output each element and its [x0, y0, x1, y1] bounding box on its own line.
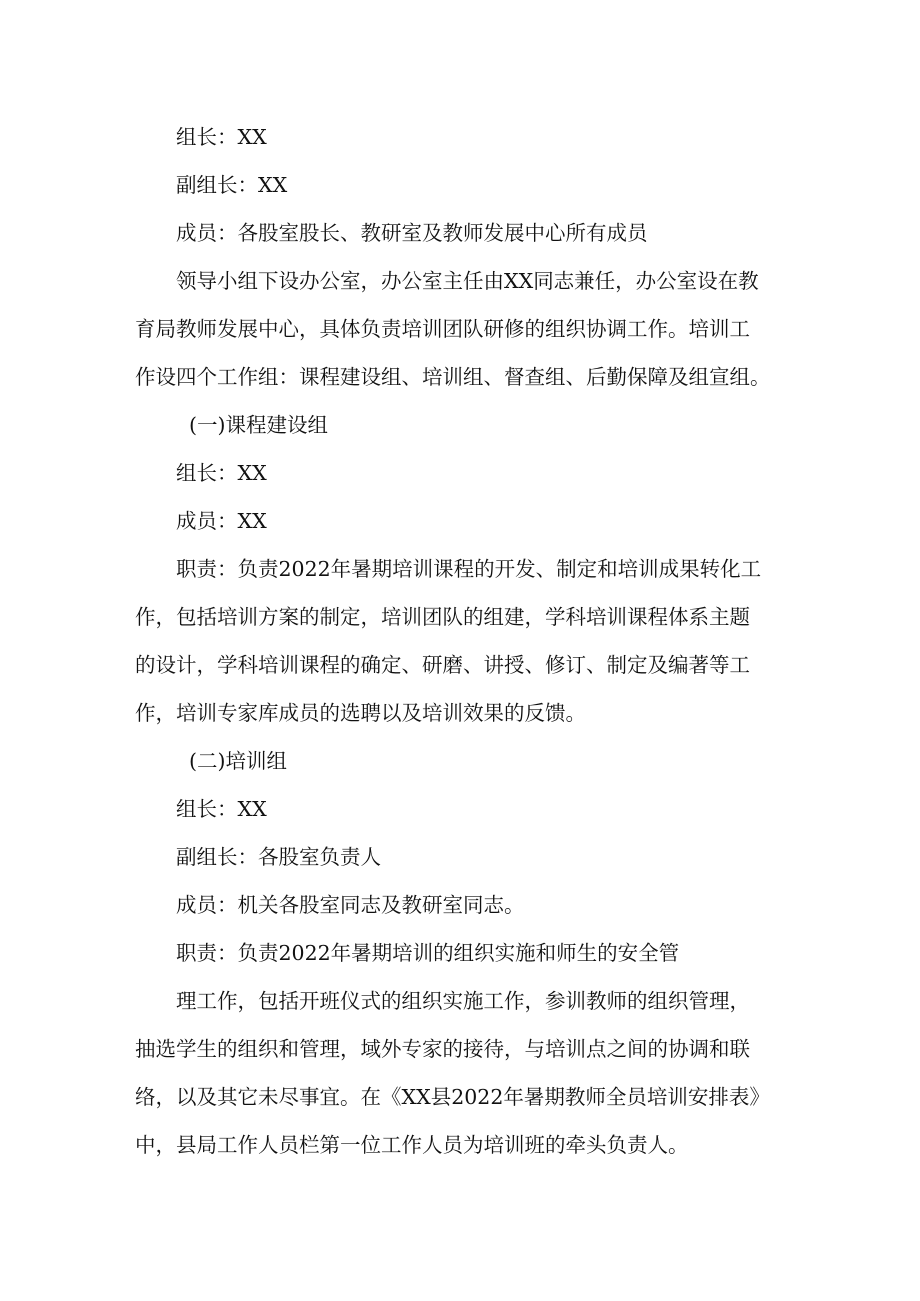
text-line: 作，包括培训方案的制定，培训团队的组建，学科培训课程体系主题	[135, 605, 750, 629]
paragraph-members-1	[135, 209, 807, 257]
paragraph-training-duties	[135, 977, 807, 1169]
text-line: 中，县局工作人员栏第一位工作人员为培训班的牵头负责人。	[135, 1133, 689, 1157]
section-heading-course-group	[135, 401, 807, 449]
paragraph-training-deputy	[135, 833, 807, 881]
paragraph-course-members	[135, 497, 807, 545]
text-line: 副组长：XX	[176, 173, 288, 197]
paragraph-leader-1	[135, 113, 807, 161]
text-line: 成员：机关各股室同志及教研室同志。	[176, 893, 525, 917]
paragraph-course-leader	[135, 449, 807, 497]
paragraph-training-members	[135, 881, 807, 929]
text-line: (二)培训组	[189, 749, 287, 773]
text-line: 成员：XX	[176, 509, 267, 533]
text-line: 络，以及其它未尽事宜。在《XX县2022年暑期教师全员培训安排表》	[135, 1085, 770, 1109]
text-line: 抽选学生的组织和管理，域外专家的接待，与培训点之间的协调和联	[135, 1037, 750, 1061]
paragraph-deputy-leader-1	[135, 161, 807, 209]
paragraph-course-duties	[135, 545, 807, 737]
text-line: 育局教师发展中心，具体负责培训团队研修的组织协调工作。培训工	[135, 317, 750, 341]
section-heading-training-group	[135, 737, 807, 785]
text-line: 的设计，学科培训课程的确定、研磨、讲授、修订、制定及编著等工	[135, 653, 750, 677]
text-line: 组长：XX	[176, 125, 267, 149]
text-line: 职责：负责2022年暑期培训课程的开发、制定和培训成果转化工	[176, 557, 762, 581]
text-line: 组长：XX	[176, 797, 267, 821]
text-line: 理工作，包括开班仪式的组织实施工作，参训教师的组织管理，	[176, 989, 750, 1013]
text-line: 成员：各股室股长、教研室及教师发展中心所有成员	[176, 221, 648, 245]
text-line: 组长：XX	[176, 461, 267, 485]
text-line: 作，培训专家库成员的选聘以及培训效果的反馈。	[135, 701, 586, 725]
text-line: (一)课程建设组	[189, 413, 328, 437]
paragraph-training-duties-head	[135, 929, 807, 977]
text-line: 职责：负责2022年暑期培训的组织实施和师生的安全管	[176, 941, 680, 965]
paragraph-office-setup	[135, 257, 807, 401]
document-body	[135, 113, 807, 1169]
text-line: 作设四个工作组：课程建设组、培训组、督查组、后勤保障及组宣组。	[135, 365, 771, 389]
text-line: 领导小组下设办公室，办公室主任由XX同志兼任，办公室设在教	[176, 269, 759, 293]
paragraph-training-leader	[135, 785, 807, 833]
text-line: 副组长：各股室负责人	[176, 845, 381, 869]
